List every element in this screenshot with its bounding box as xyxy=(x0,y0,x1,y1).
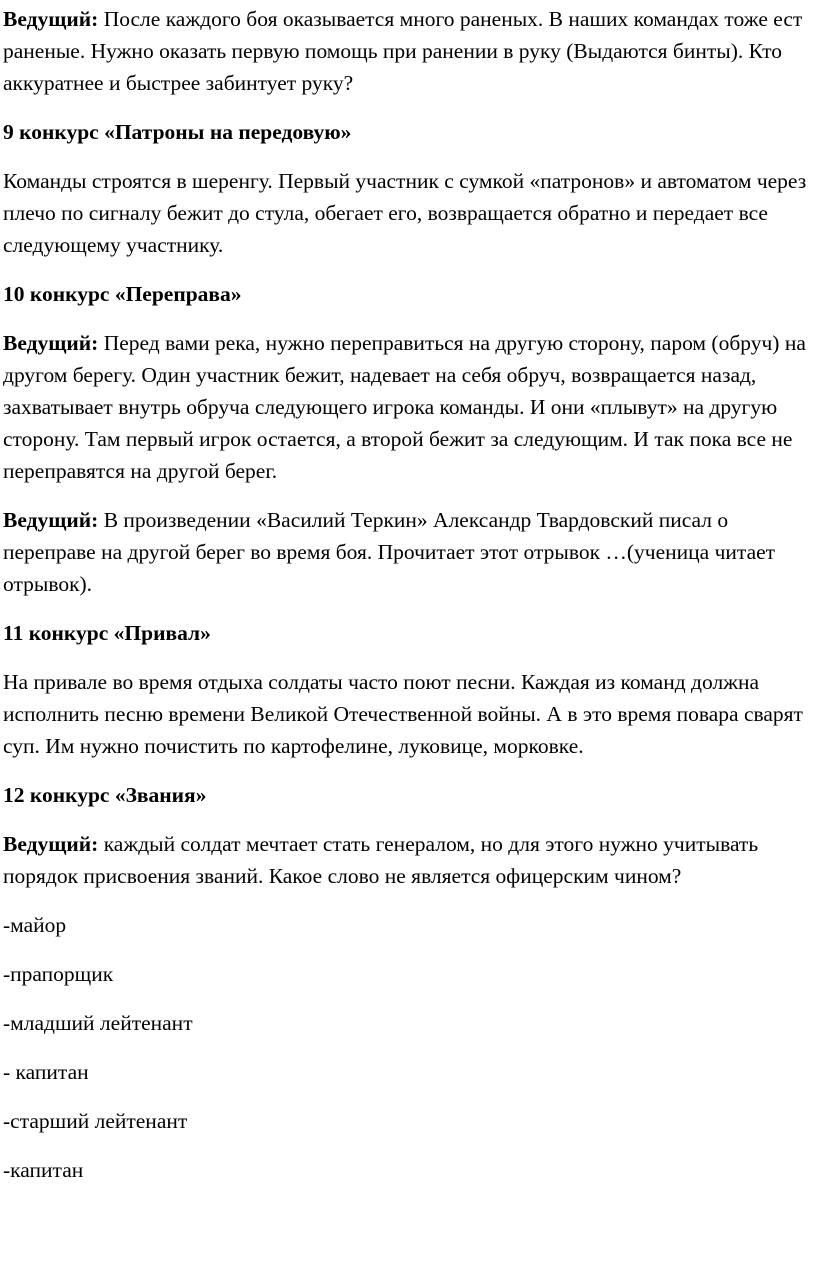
document-page xyxy=(3,0,813,1203)
paragraph-text: После каждого боя оказывается много раненых. В наших командах тоже ест раненые. Нужно оказать первую помощь при ранении в руку (Выдаются бинты). Кто аккуратнее и быстрее забинтует руку? xyxy=(3,7,803,95)
paragraph-cartridges: Команды строятся в шеренгу. Первый участник с сумкой «патронов» и автоматом через плечо по сигналу бежит до стула, обегает его, возвращается обратно и передает все следующему участнику. xyxy=(3,169,807,257)
speaker-label: Ведущий: xyxy=(3,7,99,31)
paragraph-first-aid xyxy=(3,3,813,99)
heading-contest-10: 10 конкурс «Переправа» xyxy=(3,282,242,306)
paragraph-text: каждый солдат мечтает стать генералом, но для этого нужно учитывать порядок присвоения званий. Какое слово не является офицерским чином? xyxy=(3,832,759,888)
paragraph-ranks-question xyxy=(3,828,813,892)
paragraph-terkin xyxy=(3,504,813,600)
rank-option: -майор xyxy=(3,913,67,937)
paragraph-text: Перед вами река, нужно переправиться на другую сторону, паром (обруч) на другом берегу. Один участник бежит, надевает на себя обруч, возвращается назад, захватывает внутрь обруча следующего игрока команды. И они «плывут» на другую сторону. Там первый игрок остается, а второй бежит за следующим. И так пока все не переправятся на другой берег. xyxy=(3,331,806,483)
heading-contest-9: 9 конкурс «Патроны на передовую» xyxy=(3,120,352,144)
heading-contest-11: 11 конкурс «Привал» xyxy=(3,621,211,645)
speaker-label: Ведущий: xyxy=(3,508,99,532)
speaker-label: Ведущий: xyxy=(3,331,99,355)
rank-option: - капитан xyxy=(3,1060,89,1084)
paragraph-text: В произведении «Василий Теркин» Александр Твардовский писал о переправе на другой берег во время боя. Прочитает этот отрывок …(ученица читает отрывок). xyxy=(3,508,776,596)
rank-option: -старший лейтенант xyxy=(3,1109,188,1133)
paragraph-crossing xyxy=(3,327,813,487)
speaker-label: Ведущий: xyxy=(3,832,99,856)
rank-option: -прапорщик xyxy=(3,962,114,986)
heading-contest-12: 12 конкурс «Звания» xyxy=(3,783,207,807)
rank-option: -капитан xyxy=(3,1158,84,1182)
rank-option: -младший лейтенант xyxy=(3,1011,193,1035)
paragraph-halt: На привале во время отдыха солдаты часто поют песни. Каждая из команд должна исполнить песню времени Великой Отечественной войны. А в это время повара сварят суп. Им нужно почистить по картофелине, луковице, морковке. xyxy=(3,670,803,758)
